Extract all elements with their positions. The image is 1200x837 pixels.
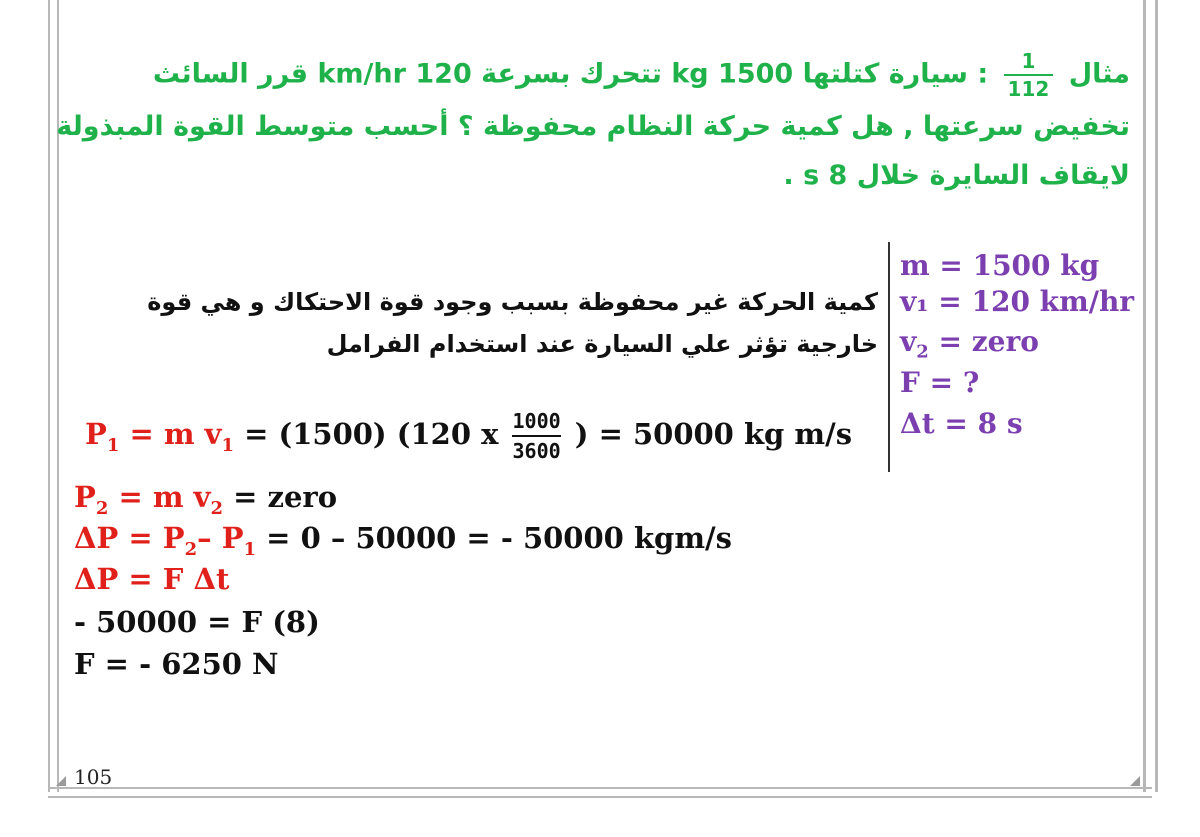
page-number: 105 bbox=[74, 765, 113, 789]
equation-result: F = - 6250 N bbox=[74, 647, 279, 681]
equation-p2: $P_2 = m$ $v_2$ = zero bbox=[74, 480, 338, 519]
corner-arrow-icon bbox=[1130, 776, 1140, 786]
question-line-3: لايقاف السايرة خلال 8 s . bbox=[783, 160, 1130, 191]
explanation-line-1: كمية الحركة غير محفوظة بسبب وجود قوة الاحتكاك و هي قوة bbox=[147, 288, 878, 316]
explanation-line-2: خارجية تؤثر علي السيارة عند استخدام الفرامل bbox=[326, 330, 878, 358]
equation-impulse: ΔP = F Δt bbox=[74, 562, 230, 596]
question-line-2: تخفيض سرعتها , هل كمية حركة النظام محفوظة ؟ أحسب متوسط القوة المبذولة bbox=[56, 111, 1130, 142]
page-frame-right bbox=[1143, 0, 1158, 792]
equation-p1: $P_1 = m$ $v_1 = (1500)$ (120 x $\frac{1000}{3600}$ ) = 50000 kg m/s bbox=[85, 409, 853, 463]
example-label: مثال bbox=[1068, 58, 1130, 90]
given-force: F = ? bbox=[900, 366, 980, 399]
equation-substitute: - 50000 = F (8) bbox=[74, 605, 320, 639]
question-text-1: : سيارة كتلتها 1500 kg تتحرك بسرعة 120 km/hr قرر السائث bbox=[152, 58, 989, 90]
given-v2: $v_2$ = zero bbox=[900, 325, 1039, 363]
question-line-1 bbox=[153, 50, 1130, 100]
corner-arrow-icon bbox=[56, 776, 66, 786]
given-v1: v₁ = 120 km/hr bbox=[900, 285, 1135, 318]
fraction-1000-3600: $\frac{1000}{3600}$ bbox=[512, 409, 561, 463]
given-delta-t: Δt = 8 s bbox=[900, 407, 1023, 440]
fraction-1-112: $\frac{1}{112}$ bbox=[1004, 50, 1054, 100]
equation-delta-p: $\Delta P = P_2-$ $P_1 = 0 - 50000$ = - 50000 kgm/s bbox=[74, 521, 732, 560]
given-mass: m = 1500 kg bbox=[900, 249, 1100, 282]
page-frame-bottom bbox=[48, 787, 1152, 798]
given-divider bbox=[888, 242, 890, 472]
